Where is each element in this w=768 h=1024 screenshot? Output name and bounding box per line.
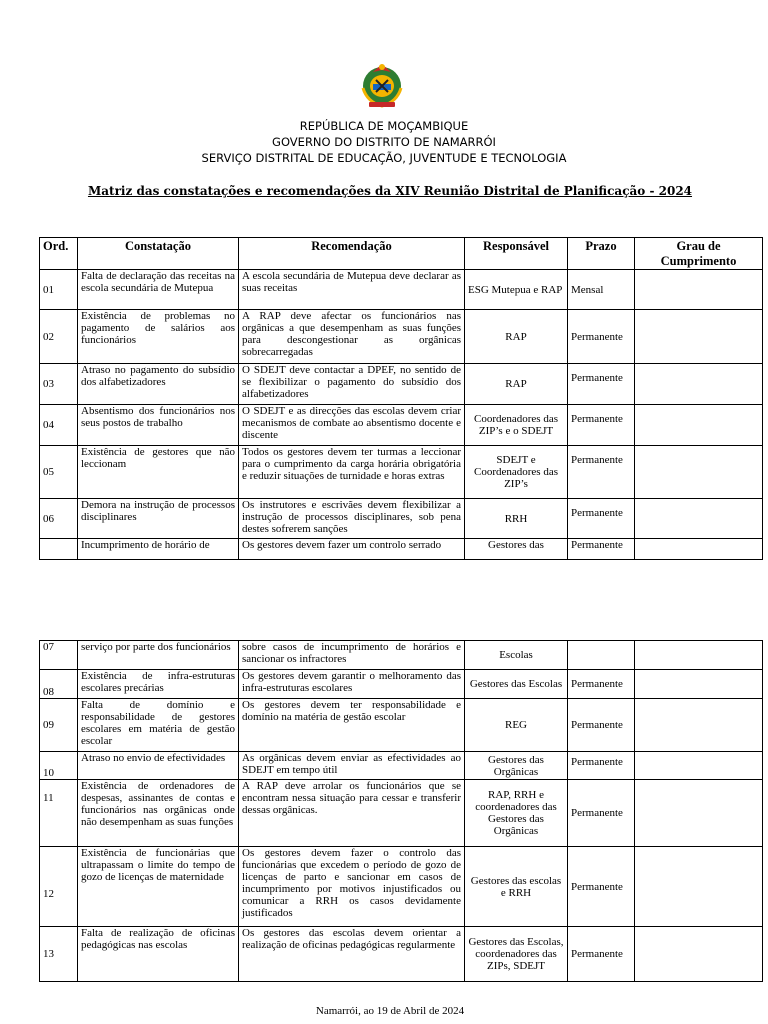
table-row	[40, 641, 763, 670]
cell-prazo: Permanente	[568, 847, 635, 927]
cell-ord	[40, 539, 78, 560]
cell-responsavel: Gestores das Escolas, coordenadores das ZIPs, SDEJT	[465, 927, 568, 982]
cell-ord: 06	[40, 499, 78, 539]
cell-grau	[635, 405, 763, 446]
cell-grau	[635, 310, 763, 364]
cell-ord: 08	[40, 670, 78, 699]
cell-constatacao: serviço por parte dos funcionários	[78, 641, 239, 670]
cell-prazo: Permanente	[568, 699, 635, 752]
cell-responsavel: RAP	[465, 310, 568, 364]
cell-ord: 09	[40, 699, 78, 752]
cell-recomendacao: Os gestores das escolas devem orientar a realização de oficinas pedagógicas regularmente	[239, 927, 465, 982]
cell-constatacao: Existência de infra-estruturas escolares precárias	[78, 670, 239, 699]
table-row	[40, 405, 763, 446]
header-line-1: REPÚBLICA DE MOÇAMBIQUE	[299, 119, 469, 133]
cell-constatacao: Existência de ordenadores de despesas, assinantes de contas e funcionários nas orgânicas onde não desempenham as suas funções	[78, 780, 239, 847]
cell-recomendacao: Os gestores devem garantir o melhoramento das infra-estruturas escolares	[239, 670, 465, 699]
cell-grau	[635, 539, 763, 560]
cell-responsavel: Gestores das	[465, 539, 568, 560]
cell-constatacao: Falta de domínio e responsabilidade de gestores escolares em matéria de gestão escolar	[78, 699, 239, 752]
cell-grau	[635, 780, 763, 847]
cell-prazo: Permanente	[568, 927, 635, 982]
cell-responsavel: Gestores das Orgânicas	[465, 752, 568, 780]
table-header-row	[40, 238, 763, 270]
cell-prazo	[568, 641, 635, 670]
table-row	[40, 670, 763, 699]
footer-date: Namarrói, ao 19 de Abril de 2024	[315, 1005, 465, 1017]
cell-responsavel: Gestores das Escolas	[465, 670, 568, 699]
cell-ord: 05	[40, 446, 78, 499]
cell-recomendacao: O SDEJT deve contactar a DPEF, no sentido de se flexibilizar o pagamento do subsídio dos alfabetizadores	[239, 364, 465, 405]
cell-recomendacao: sobre casos de incumprimento de horários e sancionar os infractores	[239, 641, 465, 670]
cell-ord: 01	[40, 270, 78, 310]
cell-ord: 02	[40, 310, 78, 364]
table-row	[40, 847, 763, 927]
table-row	[40, 364, 763, 405]
cell-prazo: Permanente	[568, 780, 635, 847]
cell-responsavel: RRH	[465, 499, 568, 539]
cell-grau	[635, 699, 763, 752]
national-emblem-icon	[357, 58, 407, 110]
cell-grau	[635, 270, 763, 310]
table-row	[40, 699, 763, 752]
cell-ord: 13	[40, 927, 78, 982]
cell-recomendacao: A escola secundária de Mutepua deve declarar as suas receitas	[239, 270, 465, 310]
cell-constatacao: Falta de realização de oficinas pedagógicas nas escolas	[78, 927, 239, 982]
table-row	[40, 752, 763, 780]
col-prazo-header: Prazo	[568, 238, 635, 270]
col-ord-header: Ord.	[40, 238, 78, 270]
cell-constatacao: Existência de funcionárias que ultrapassam o limite do tempo de gozo de licenças de maternidade	[78, 847, 239, 927]
cell-grau	[635, 927, 763, 982]
cell-constatacao: Atraso no pagamento do subsídio dos alfabetizadores	[78, 364, 239, 405]
cell-constatacao: Atraso no envio de efectividades	[78, 752, 239, 780]
cell-grau	[635, 364, 763, 405]
cell-recomendacao: O SDEJT e as direcções das escolas devem criar mecanismos de combate ao absentismo docente e discente	[239, 405, 465, 446]
cell-grau	[635, 670, 763, 699]
cell-ord: 07	[40, 641, 78, 670]
cell-grau	[635, 752, 763, 780]
matrix-table-page-1	[39, 237, 763, 560]
cell-recomendacao: A RAP deve arrolar os funcionários que se encontram nessa situação para cessar e transferir dessas orgânicas.	[239, 780, 465, 847]
table-row	[40, 446, 763, 499]
table-row	[40, 539, 763, 560]
cell-prazo: Permanente	[568, 670, 635, 699]
cell-responsavel: RAP	[465, 364, 568, 405]
cell-responsavel: Coordenadores das ZIP’s e o SDEJT	[465, 405, 568, 446]
matrix-table-page-2	[39, 640, 763, 982]
cell-prazo: Permanente	[568, 364, 635, 405]
cell-recomendacao: Os gestores devem ter responsabilidade e domínio na matéria de gestão escolar	[239, 699, 465, 752]
cell-grau	[635, 446, 763, 499]
col-responsavel-header: Responsável	[465, 238, 568, 270]
cell-ord: 12	[40, 847, 78, 927]
cell-responsavel: ESG Mutepua e RAP	[465, 270, 568, 310]
cell-responsavel: REG	[465, 699, 568, 752]
cell-ord: 10	[40, 752, 78, 780]
document-title: Matriz das constatações e recomendações da XIV Reunião Distrital de Planificação - 2024	[87, 184, 693, 198]
cell-responsavel: Gestores das escolas e RRH	[465, 847, 568, 927]
cell-recomendacao: Todos os gestores devem ter turmas a leccionar para o cumprimento da carga horária obrigatória e reduzir situações de turnidade e horas extras	[239, 446, 465, 499]
col-grau-header: Grau de Cumprimento	[635, 238, 763, 270]
table-row	[40, 499, 763, 539]
cell-prazo: Permanente	[568, 310, 635, 364]
cell-prazo: Mensal	[568, 270, 635, 310]
cell-prazo: Permanente	[568, 405, 635, 446]
cell-recomendacao: Os gestores devem fazer um controlo serrado	[239, 539, 465, 560]
col-constatacao-header: Constatação	[78, 238, 239, 270]
cell-ord: 11	[40, 780, 78, 847]
cell-prazo: Permanente	[568, 446, 635, 499]
cell-recomendacao: A RAP deve afectar os funcionários nas orgânicas a que desempenham as suas funções para descongestionar as orgânicas sobrecarregadas	[239, 310, 465, 364]
cell-constatacao: Incumprimento de horário de	[78, 539, 239, 560]
cell-prazo: Permanente	[568, 539, 635, 560]
cell-prazo: Permanente	[568, 752, 635, 780]
cell-responsavel: Escolas	[465, 641, 568, 670]
cell-constatacao: Falta de declaração das receitas na escola secundária de Mutepua	[78, 270, 239, 310]
table-row	[40, 310, 763, 364]
cell-grau	[635, 847, 763, 927]
header-line-3: SERVIÇO DISTRITAL DE EDUCAÇÃO, JUVENTUDE E TECNOLOGIA	[201, 151, 567, 165]
cell-grau	[635, 641, 763, 670]
cell-responsavel: SDEJT e Coordenadores das ZIP’s	[465, 446, 568, 499]
cell-ord: 04	[40, 405, 78, 446]
table-row	[40, 927, 763, 982]
cell-constatacao: Demora na instrução de processos disciplinares	[78, 499, 239, 539]
cell-prazo: Permanente	[568, 499, 635, 539]
cell-constatacao: Absentismo dos funcionários nos seus postos de trabalho	[78, 405, 239, 446]
col-recomendacao-header: Recomendação	[239, 238, 465, 270]
cell-constatacao: Existência de gestores que não leccionam	[78, 446, 239, 499]
cell-recomendacao: Os instrutores e escrivães devem flexibilizar a instrução de processos disciplinares, sob pena destes sofrerem sanções	[239, 499, 465, 539]
cell-grau	[635, 499, 763, 539]
cell-constatacao: Existência de problemas no pagamento de salários aos funcionários	[78, 310, 239, 364]
cell-recomendacao: As orgânicas devem enviar as efectividades ao SDEJT em tempo útil	[239, 752, 465, 780]
cell-ord: 03	[40, 364, 78, 405]
table-row	[40, 780, 763, 847]
cell-responsavel: RAP, RRH e coordenadores das Gestores das Orgânicas	[465, 780, 568, 847]
header-line-2: GOVERNO DO DISTRITO DE NAMARRÓI	[272, 135, 496, 149]
cell-recomendacao: Os gestores devem fazer o controlo das funcionárias que excedem o período de gozo de licenças de parto e sancionar em casos de incumprimento por motivos injustificados ou comunicar a RRH os casos devidamente justificados	[239, 847, 465, 927]
table-row	[40, 270, 763, 310]
